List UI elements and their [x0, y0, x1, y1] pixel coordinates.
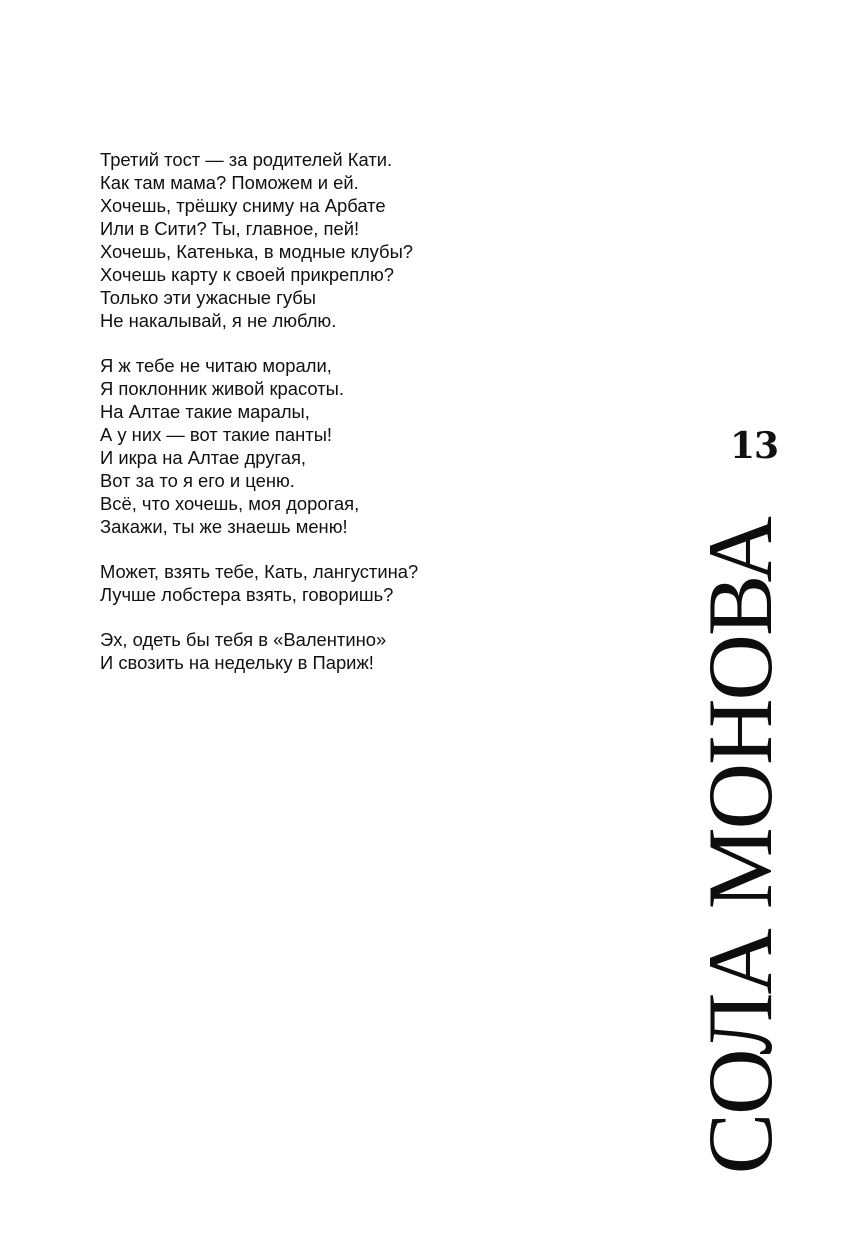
poem-line: Хочешь карту к своей прикреплю? — [100, 264, 394, 285]
poem-line: На Алтае такие маралы, — [100, 401, 310, 422]
poem-line: Закажи, ты же знаешь меню! — [100, 516, 348, 537]
poem-line: Лучше лобстера взять, говоришь? — [100, 584, 394, 605]
author-name: СОЛА МОНОВА — [689, 518, 791, 1175]
poem-line: Или в Сити? Ты, главное, пей! — [100, 218, 360, 239]
stanza-4 — [100, 628, 660, 674]
page-number: 13 — [730, 425, 779, 467]
poem-line: Хочешь, Катенька, в модные клубы? — [100, 241, 414, 262]
poem-line: Хочешь, трёшку сниму на Арбате — [100, 195, 386, 216]
poem-line: Эх, одеть бы тебя в «Валентино» — [100, 629, 387, 650]
poem-line: Всё, что хочешь, моя дорогая, — [100, 493, 360, 514]
poem-text — [100, 148, 660, 696]
stanza-3 — [100, 560, 660, 606]
poem-line: Я ж тебе не читаю морали, — [100, 355, 332, 376]
poem-line: И свозить на недельку в Париж! — [100, 652, 374, 673]
poem-line: Не накалывай, я не люблю. — [100, 310, 337, 331]
stanza-1 — [100, 148, 660, 332]
poem-line: Может, взять тебе, Кать, лангустина? — [100, 561, 419, 582]
poem-line: И икра на Алтае другая, — [100, 447, 307, 468]
poem-line: А у них — вот такие панты! — [100, 424, 333, 445]
poem-line: Вот за то я его и ценю. — [100, 470, 295, 491]
author-name-container — [689, 518, 791, 1218]
poem-line: Третий тост — за родителей Кати. — [100, 149, 393, 170]
poem-line: Как там мама? Поможем и ей. — [100, 172, 359, 193]
stanza-2 — [100, 354, 660, 538]
poem-line: Я поклонник живой красоты. — [100, 378, 344, 399]
poem-line: Только эти ужасные губы — [100, 287, 317, 308]
